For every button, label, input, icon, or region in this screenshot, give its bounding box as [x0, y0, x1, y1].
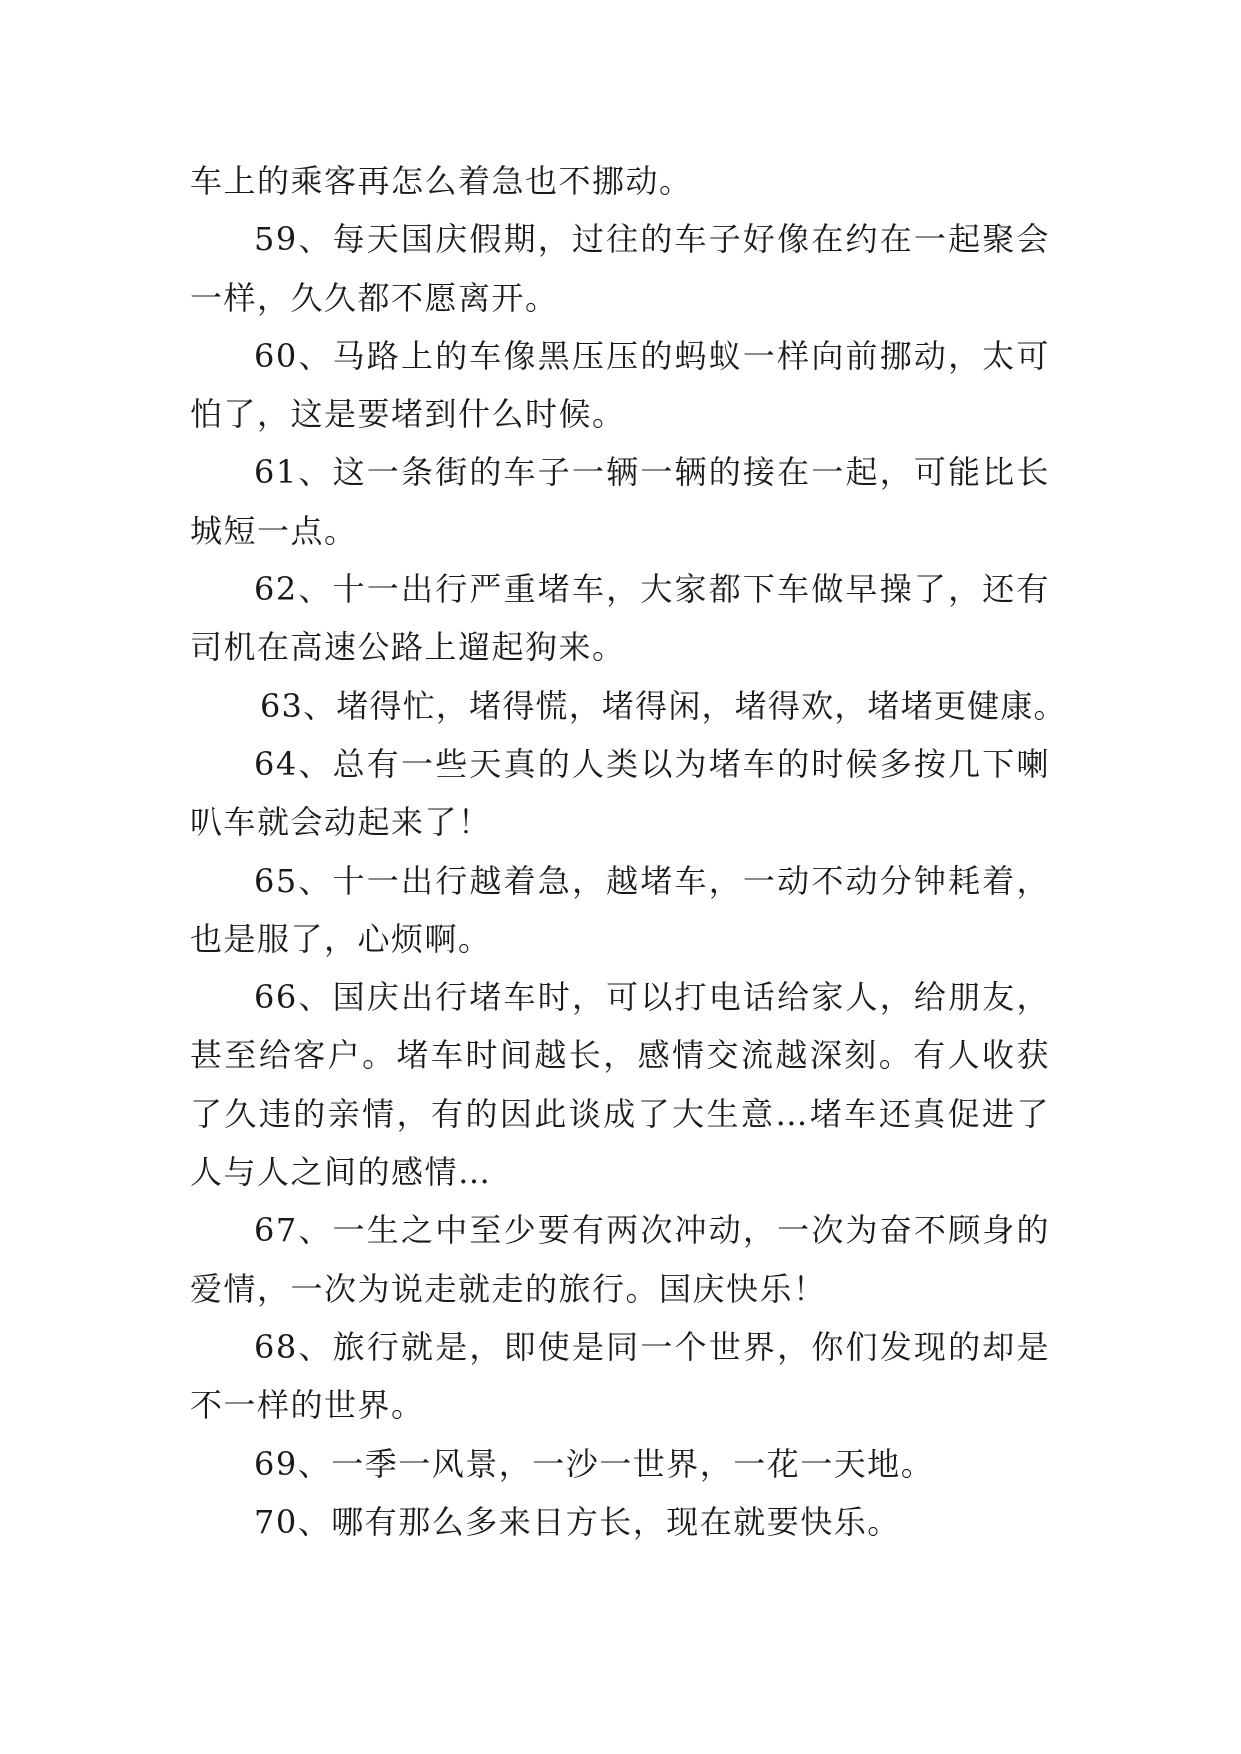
paragraph-68: 68、旅行就是，即使是同一个世界，你们发现的却是不一样的世界。	[190, 1327, 1050, 1425]
paragraph-66: 66、国庆出行堵车时，可以打电话给家人，给朋友，甚至给客户。堵车时间越长，感情交流越深刻。有人收获了久违的亲情，有的因此谈成了大生意…堵车还真促进了人与人之间的感情…	[190, 978, 1050, 1192]
document-body	[190, 152, 1067, 1551]
paragraph-65: 65、十一出行越着急，越堵车，一动不动分钟耗着，也是服了，心烦啊。	[190, 861, 1050, 958]
paragraph-59: 59、每天国庆假期，过往的车子好像在约在一起聚会一样，久久都不愿离开。	[190, 220, 1050, 317]
paragraph-61: 61、这一条街的车子一辆一辆的接在一起，可能比长城短一点。	[190, 453, 1050, 550]
paragraph-62: 62、十一出行严重堵车，大家都下车做早操了，还有司机在高速公路上遛起狗来。	[190, 570, 1050, 667]
paragraph-70: 70、哪有那么多来日方长，现在就要快乐。	[254, 1502, 901, 1541]
paragraph-continued: 车上的乘客再怎么着急也不挪动。	[190, 162, 693, 200]
paragraph-63: 63、堵得忙，堵得慌，堵得闲，堵得欢，堵堵更健康。	[260, 686, 1067, 725]
paragraph-64: 64、总有一些天真的人类以为堵车的时候多按几下喇叭车就会动起来了！	[190, 744, 1050, 842]
paragraph-60: 60、马路上的车像黑压压的蚂蚁一样向前挪动，太可怕了，这是要堵到什么时候。	[190, 336, 1050, 434]
paragraph-67: 67、一生之中至少要有两次冲动，一次为奋不顾身的爱情，一次为说走就走的旅行。国庆快乐！	[190, 1211, 1050, 1308]
paragraph-69: 69、一季一风景，一沙一世界，一花一天地。	[254, 1444, 935, 1483]
